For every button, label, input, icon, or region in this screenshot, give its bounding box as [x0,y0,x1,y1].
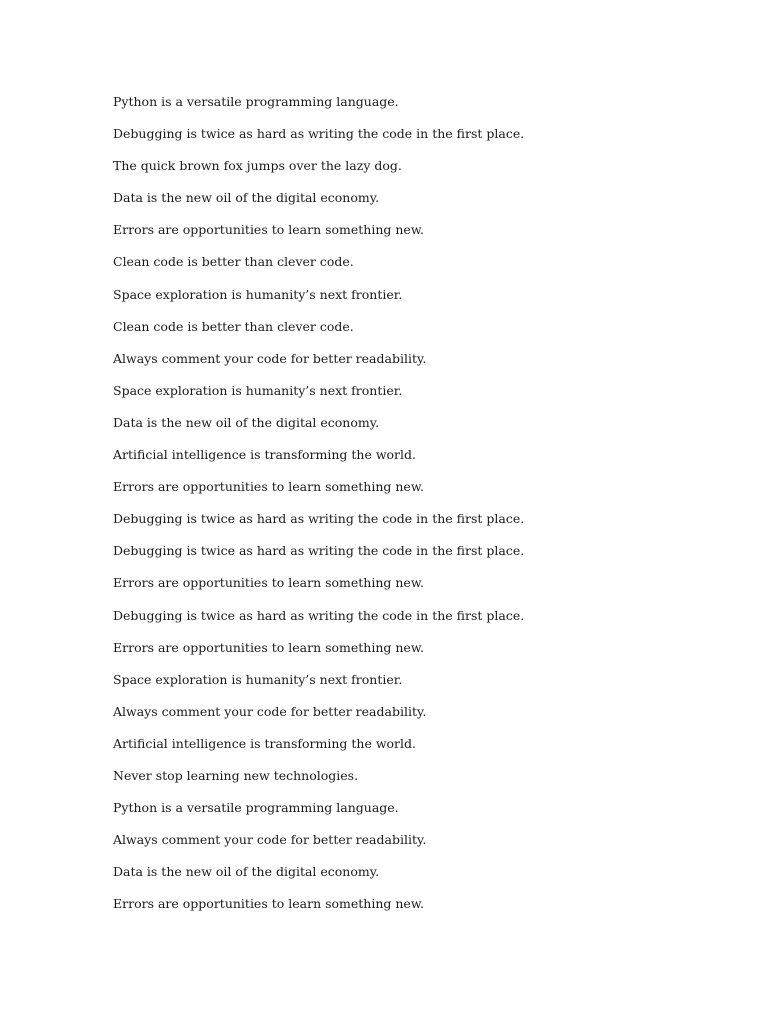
text-line: Debugging is twice as hard as writing the code in the first place. [113,543,525,559]
text-line: Always comment your code for better readability. [113,832,427,848]
text-line: Data is the new oil of the digital economy. [113,414,380,430]
text-line: Errors are opportunities to learn something new. [113,896,425,912]
text-line: The quick brown fox jumps over the lazy dog. [113,158,402,174]
text-line: Errors are opportunities to learn something new. [113,479,425,495]
text-line: Errors are opportunities to learn something new. [113,575,425,591]
text-line: Errors are opportunities to learn something new. [113,222,425,238]
text-line: Python is a versatile programming language. [113,94,399,109]
text-line: Debugging is twice as hard as writing the code in the first place. [113,126,525,142]
text-lines [113,93,524,927]
text-line: Artificial intelligence is transforming the world. [113,447,416,463]
text-line: Errors are opportunities to learn something new. [113,639,425,655]
text-line: Clean code is better than clever code. [113,318,354,334]
text-line: Clean code is better than clever code. [113,254,354,270]
text-line: Space exploration is humanity’s next frontier. [113,382,403,398]
text-line: Space exploration is humanity’s next frontier. [113,671,403,687]
text-line: Always comment your code for better readability. [113,703,427,719]
text-line: Data is the new oil of the digital economy. [113,190,380,206]
text-line: Space exploration is humanity’s next frontier. [113,286,403,302]
text-line: Debugging is twice as hard as writing the code in the first place. [113,511,525,527]
text-line: Artificial intelligence is transforming the world. [113,735,416,751]
text-line: Data is the new oil of the digital economy. [113,864,380,880]
text-line: Debugging is twice as hard as writing the code in the first place. [113,607,525,623]
text-line: Never stop learning new technologies. [113,767,359,783]
text-line: Always comment your code for better readability. [113,350,427,366]
text-line: Python is a versatile programming language. [113,800,399,816]
